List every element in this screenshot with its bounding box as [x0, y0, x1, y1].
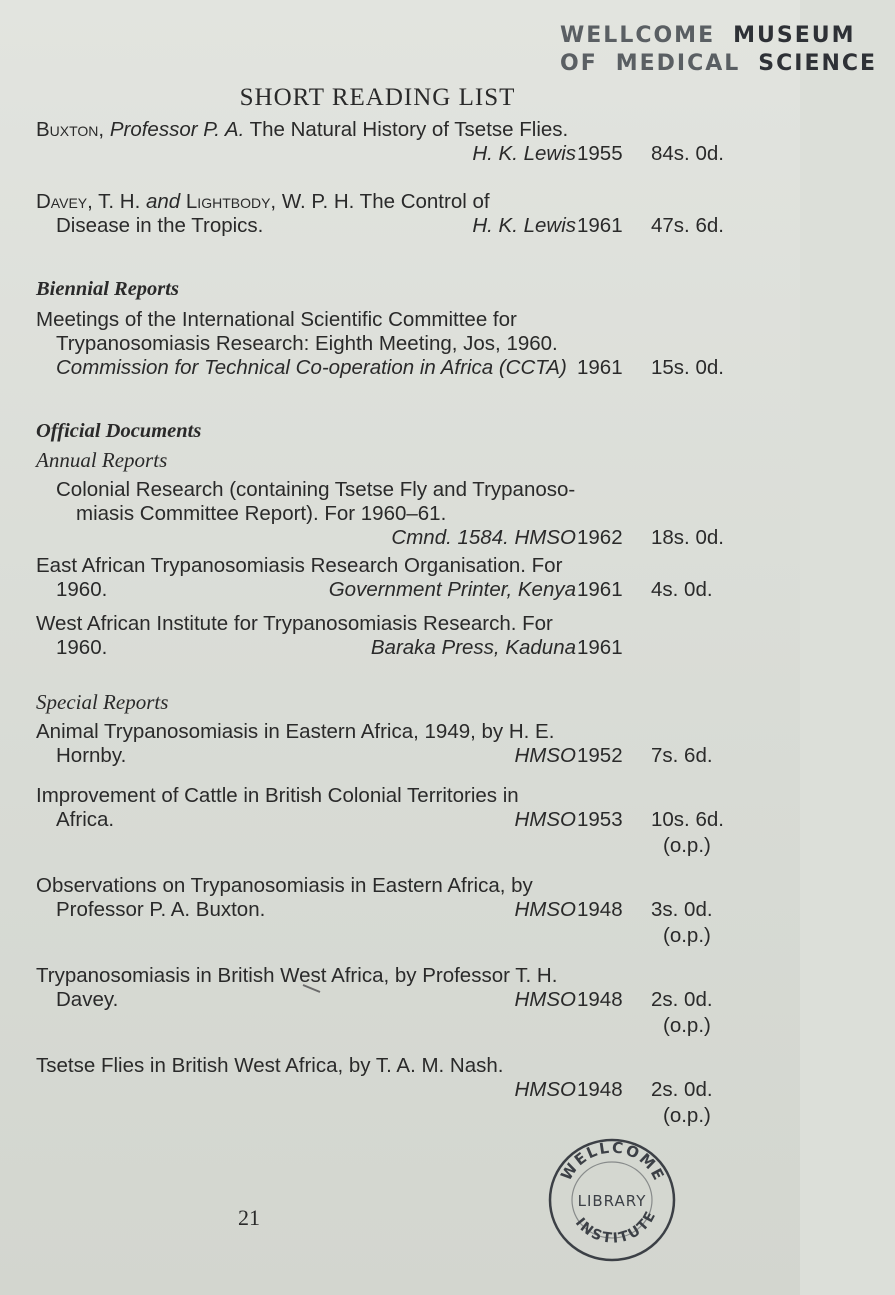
reading-list-entry [36, 784, 576, 832]
entry-year: 1948 [577, 898, 623, 921]
entry-line: miasis Committee Report). For 1960–61. [76, 502, 447, 525]
entry-line: Trypanosomiasis in British West Africa, by Professor T. H. [36, 964, 558, 987]
out-of-print-note: (o.p.) [663, 924, 711, 947]
book-title: W. P. H. The Control of [276, 190, 490, 213]
author-initials: T. H. [92, 190, 146, 213]
pencil-mark [302, 984, 322, 994]
entry-line: Meetings of the International Scientific Committee for [36, 308, 517, 331]
entry-line-cont: Davey. [56, 988, 119, 1011]
publisher: HMSO [514, 898, 576, 921]
stamp-word: OF [560, 51, 598, 76]
entry-price: 18s. 0d. [651, 526, 724, 549]
entry-year: 1961 [577, 356, 623, 379]
page-number: 21 [238, 1205, 260, 1230]
entry-line: Tsetse Flies in British West Africa, by T. A. M. Nash. [36, 1054, 504, 1077]
entry-price: 2s. 0d. [651, 1078, 713, 1101]
author-title: Professor P. A. [109, 118, 245, 141]
museum-stamp [560, 22, 878, 78]
entry-year: 1948 [577, 1078, 623, 1101]
out-of-print-note: (o.p.) [663, 834, 711, 857]
entry-year: 1953 [577, 808, 623, 831]
entry-line: Animal Trypanosomiasis in Eastern Africa, 1949, by H. E. [36, 720, 555, 743]
entry-line: Observations on Trypanosomiasis in Eastern Africa, by [36, 874, 533, 897]
out-of-print-note: (o.p.) [663, 1014, 711, 1037]
entry-line: Colonial Research (containing Tsetse Fly and Trypanoso- [56, 478, 576, 501]
reading-list-entry [36, 874, 576, 922]
section-heading: Official Documents [36, 420, 202, 442]
publisher: HMSO [514, 988, 576, 1011]
entry-publisher-line: Commission for Technical Co-operation in Africa (CCTA) [56, 356, 567, 379]
library-stamp [545, 1130, 680, 1265]
publisher: Cmnd. 1584. HMSO [391, 526, 576, 549]
entry-year: 1961 [577, 636, 623, 659]
reading-list-entry [36, 720, 576, 768]
out-of-print-note: (o.p.) [663, 1104, 711, 1127]
stamp-word: MEDICAL [615, 51, 741, 76]
publisher: HMSO [514, 1078, 576, 1101]
publisher: H. K. Lewis [472, 142, 576, 165]
reading-list-entry [36, 118, 576, 166]
publisher: Government Printer, Kenya [328, 578, 576, 601]
entry-line: Trypanosomiasis Research: Eighth Meeting, Jos, 1960. [56, 332, 558, 355]
conjunction: and [145, 190, 181, 213]
entry-price: 3s. 0d. [651, 898, 713, 921]
reading-list-entry [36, 612, 576, 660]
entry-year: 1961 [577, 578, 623, 601]
entry-price: 15s. 0d. [651, 356, 724, 379]
reading-list-entry [36, 190, 576, 238]
entry-year: 1955 [577, 142, 623, 165]
entry-year: 1962 [577, 526, 623, 549]
author-name: Lightbody, [180, 190, 277, 213]
entry-line-cont: Hornby. [56, 744, 127, 767]
library-stamp-middle: LIBRARY [577, 1192, 647, 1210]
entry-price: 84s. 0d. [651, 142, 724, 165]
stamp-word: MUSEUM [733, 23, 856, 48]
subsection-heading: Annual Reports [36, 448, 168, 472]
entry-line: East African Trypanosomiasis Research Organisation. For [36, 554, 563, 577]
entry-price: 10s. 6d. [651, 808, 724, 831]
entry-line: Improvement of Cattle in British Colonial Territories in [36, 784, 519, 807]
reading-list-entry [36, 478, 576, 550]
publisher: Baraka Press, Kaduna [370, 636, 576, 659]
entry-price: 7s. 6d. [651, 744, 713, 767]
subsection-heading: Special Reports [36, 690, 169, 714]
stamp-word: SCIENCE [758, 51, 878, 76]
reading-list-entry [36, 308, 576, 380]
entry-price: 2s. 0d. [651, 988, 713, 1011]
entry-year: 1948 [577, 988, 623, 1011]
entry-year: 1961 [577, 214, 623, 237]
entry-line-cont: Africa. [56, 808, 115, 831]
library-stamp-top: WELLCOME [557, 1138, 669, 1185]
book-title: The Natural History of Tsetse Flies. [244, 118, 569, 141]
entry-year: 1952 [577, 744, 623, 767]
library-stamp-bottom: INSTITUTE [571, 1207, 660, 1247]
entry-price: 47s. 6d. [651, 214, 724, 237]
section-heading: Biennial Reports [36, 278, 179, 300]
entry-line-cont: Professor P. A. Buxton. [56, 898, 266, 921]
reading-list-entry [36, 1054, 576, 1102]
publisher: HMSO [514, 744, 576, 767]
author-name: Davey, [36, 190, 93, 213]
book-title-cont: Disease in the Tropics. [56, 214, 264, 237]
entry-year-text: 1960. [56, 578, 108, 601]
entry-price: 4s. 0d. [651, 578, 713, 601]
entry-line: West African Institute for Trypanosomiasis Research. For [36, 612, 553, 635]
reading-list-entry [36, 554, 576, 602]
publisher: HMSO [514, 808, 576, 831]
page-title: SHORT READING LIST [239, 84, 516, 111]
stamp-word: WELLCOME [560, 23, 716, 48]
svg-text:INSTITUTE [572, 1207, 660, 1246]
publisher: H. K. Lewis [472, 214, 576, 237]
entry-year-text: 1960. [56, 636, 108, 659]
author-name: Buxton, [36, 118, 105, 141]
